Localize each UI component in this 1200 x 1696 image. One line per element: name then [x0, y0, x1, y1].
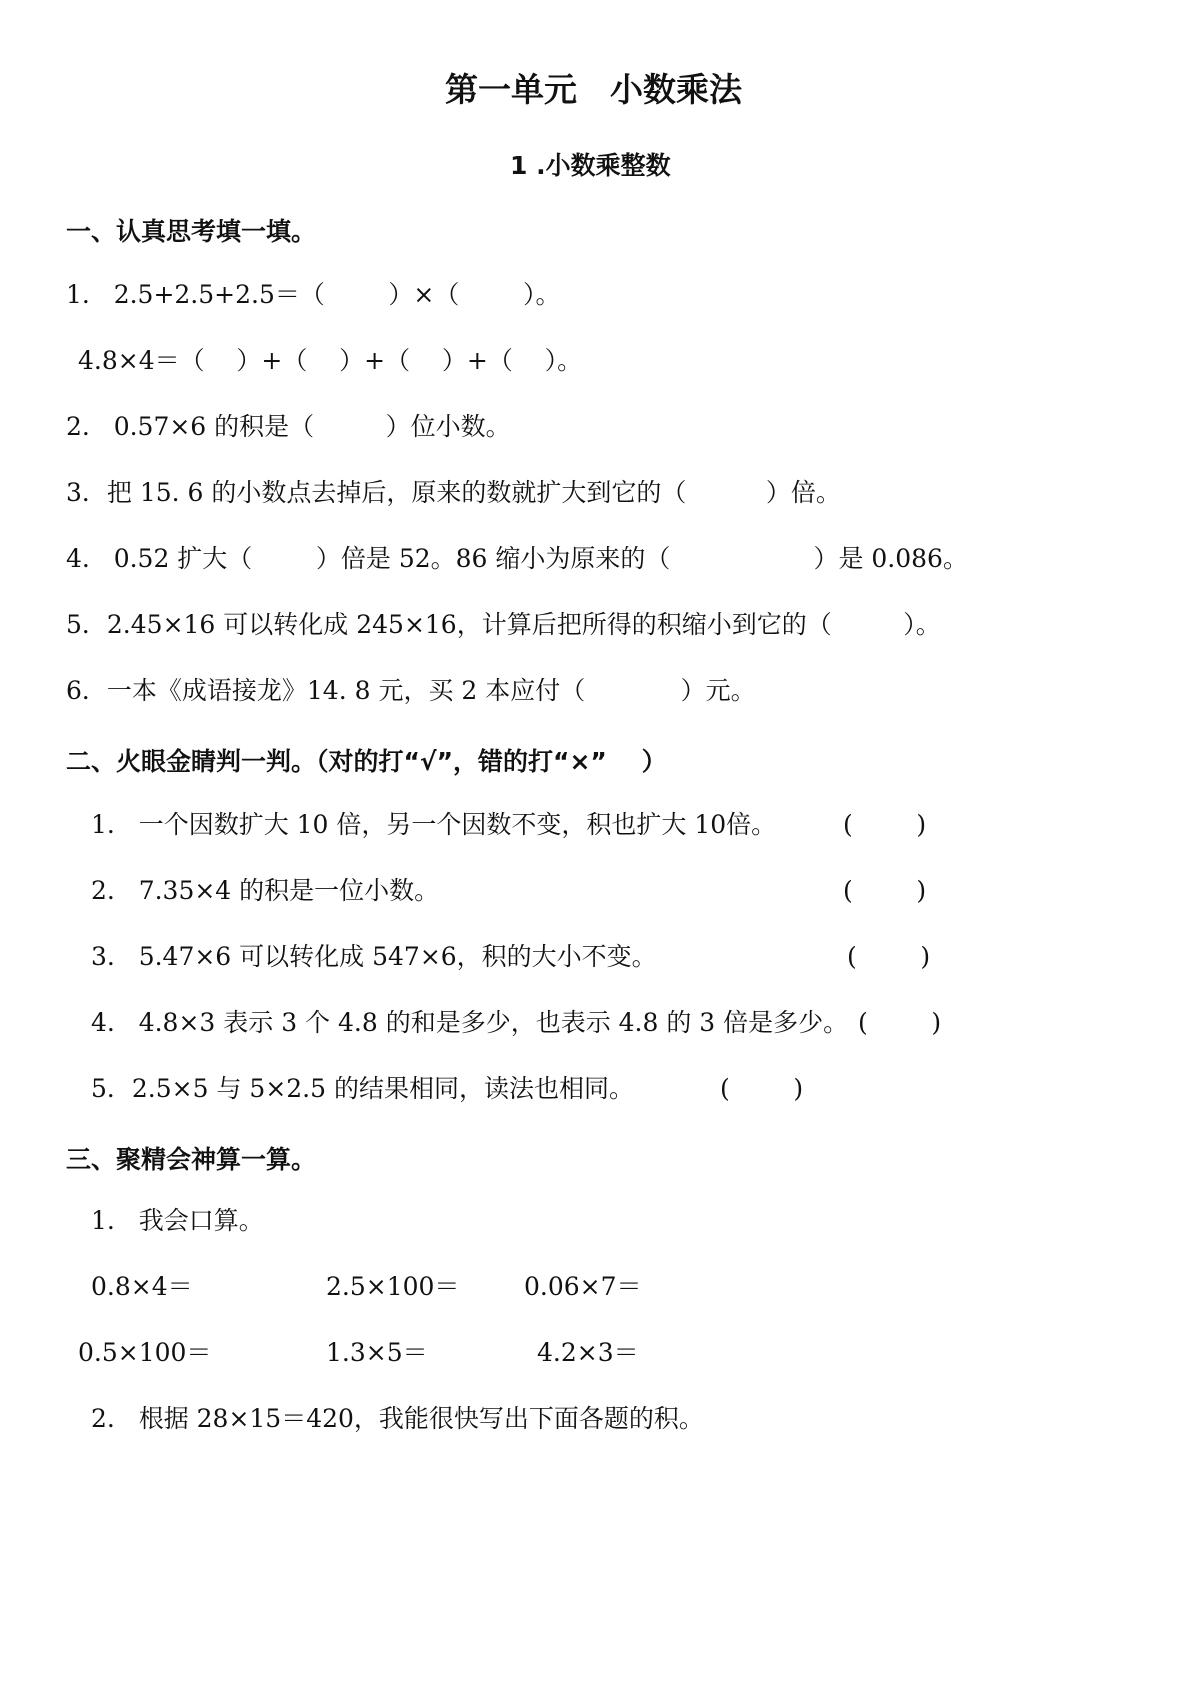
oral-calc-item: 0.8×4＝ — [91, 1272, 193, 1301]
section-2-heading: 二、火眼金睛判一判。（对的打“√”，错的打“×” ） — [66, 747, 667, 776]
fill-question-1b: 4.8×4＝（ ）+（ ）+（ ）+（ ）。 — [78, 346, 583, 375]
judge-item-3: 3. 5.47×6 可以转化成 547×6，积的大小不变。 — [91, 942, 657, 971]
oral-calc-item: 0.06×7＝ — [524, 1272, 642, 1301]
page-title: 第一单元 小数乘法 — [445, 70, 742, 109]
fill-question-3: 3．把 15. 6 的小数点去掉后，原来的数就扩大到它的（ ）倍。 — [66, 478, 841, 507]
judge-answer-paren-1: ( ) — [843, 810, 927, 839]
oral-calc-item: 0.5×100＝ — [78, 1338, 212, 1367]
fill-question-1: 1. 2.5+2.5+2.5＝（ ）×（ ）。 — [66, 280, 561, 309]
judge-item-1: 1. 一个因数扩大 10 倍，另一个因数不变，积也扩大 10倍。 — [91, 810, 777, 839]
judge-answer-paren-2: ( ) — [843, 876, 927, 905]
fill-question-4: 4. 0.52 扩大（ ）倍是 52。86 缩小为原来的（ ）是 0.086。 — [66, 544, 968, 573]
fill-question-5: 5．2.45×16 可以转化成 245×16，计算后把所得的积缩小到它的（ ）。 — [66, 610, 941, 639]
judge-item-5: 5．2.5×5 与 5×2.5 的结果相同，读法也相同。 — [91, 1074, 634, 1103]
fill-question-6: 6．一本《成语接龙》14. 8 元，买 2 本应付（ ）元。 — [66, 676, 756, 705]
oral-calc-item: 2.5×100＝ — [326, 1272, 460, 1301]
judge-item-2: 2. 7.35×4 的积是一位小数。 — [91, 876, 440, 905]
oral-calc-item: 1.3×5＝ — [326, 1338, 428, 1367]
judge-answer-paren-5: ( ) — [720, 1074, 804, 1103]
calc-subheading-2: 2. 根据 28×15＝420，我能很快写出下面各题的积。 — [91, 1404, 704, 1433]
judge-answer-paren-4: ( ) — [858, 1008, 942, 1037]
lesson-subtitle: 1 .小数乘整数 — [510, 151, 671, 180]
oral-calc-item: 4.2×3＝ — [537, 1338, 639, 1367]
section-1-heading: 一、认真思考填一填。 — [66, 217, 317, 246]
calc-subheading-1: 1. 我会口算。 — [91, 1206, 264, 1235]
judge-item-4: 4. 4.8×3 表示 3 个 4.8 的和是多少，也表示 4.8 的 3 倍是多少。 — [91, 1008, 849, 1037]
fill-question-2: 2. 0.57×6 的积是（ ）位小数。 — [66, 412, 511, 441]
section-3-heading: 三、聚精会神算一算。 — [66, 1145, 317, 1174]
judge-answer-paren-3: ( ) — [847, 942, 931, 971]
